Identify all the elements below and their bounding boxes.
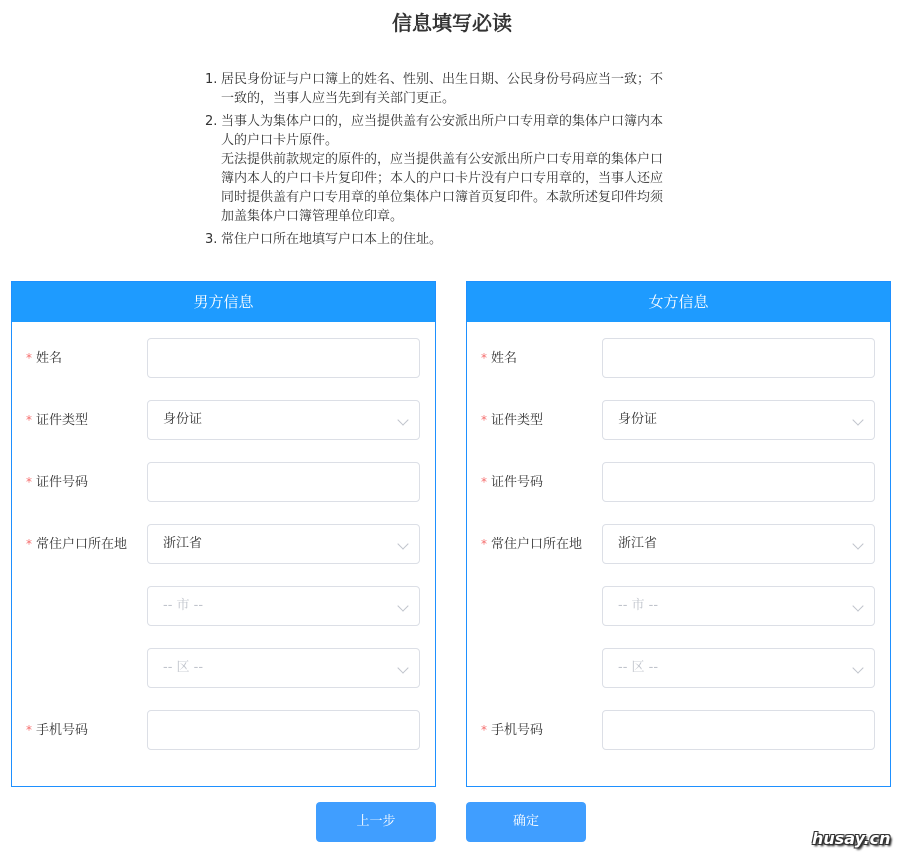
- province-select[interactable]: [147, 524, 420, 564]
- notice-number: 1.: [205, 72, 218, 87]
- chevron-down-icon: [852, 538, 863, 549]
- phone-row: [467, 710, 890, 750]
- chevron-down-icon: [397, 538, 408, 549]
- name-input[interactable]: [147, 338, 420, 378]
- district-select[interactable]: [147, 648, 420, 688]
- id-type-value: 身份证: [163, 412, 203, 427]
- id-type-select[interactable]: [147, 400, 420, 440]
- page-title: 信息填写必读: [392, 11, 512, 35]
- required-mark: *: [481, 413, 487, 427]
- city-row: [467, 586, 890, 626]
- required-mark: *: [26, 413, 32, 427]
- notice-text: 当事人为集体户口的，应当提供盖有公安派出所户口专用章的集体户口簿内本人的户口卡片原件。: [221, 114, 664, 148]
- chevron-down-icon: [397, 600, 408, 611]
- id-type-row: [12, 400, 435, 440]
- id-type-select[interactable]: [602, 400, 875, 440]
- required-mark: *: [481, 475, 487, 489]
- province-value: 浙江省: [618, 536, 658, 551]
- required-mark: *: [481, 537, 487, 551]
- required-mark: *: [26, 475, 32, 489]
- city-select[interactable]: [147, 586, 420, 626]
- district-select[interactable]: [602, 648, 875, 688]
- id-number-row: [467, 462, 890, 502]
- notice-text-continued: 无法提供前款规定的原件的，应当提供盖有公安派出所户口专用章的集体户口簿内本人的户口卡片复印件；本人的户口卡片没有户口专用章的，当事人还应同时提供盖有户口专用章的单位集体户口簿首页复印件。本款所述复印件均须加盖集体户口簿管理单位印章。: [221, 152, 664, 224]
- id-type-label: * 证件类型: [481, 413, 544, 428]
- city-placeholder: -- 市 --: [618, 598, 659, 613]
- id-number-input[interactable]: [602, 462, 875, 502]
- name-label: * 姓名: [481, 351, 518, 366]
- address-label: * 常住户口所在地: [26, 537, 128, 552]
- chevron-down-icon: [397, 414, 408, 425]
- confirm-button[interactable]: 确定: [466, 802, 586, 842]
- district-placeholder: -- 区 --: [163, 660, 204, 675]
- chevron-down-icon: [852, 600, 863, 611]
- notice-number: 3.: [205, 232, 218, 247]
- address-row: [467, 524, 890, 564]
- chevron-down-icon: [852, 662, 863, 673]
- address-label: * 常住户口所在地: [481, 537, 583, 552]
- chevron-down-icon: [852, 414, 863, 425]
- notice-text: 常住户口所在地填写户口本上的住址。: [221, 232, 443, 247]
- phone-label: * 手机号码: [26, 723, 89, 738]
- name-label: * 姓名: [26, 351, 63, 366]
- required-mark: *: [26, 351, 32, 365]
- male-info-panel: [11, 281, 436, 787]
- female-info-panel: [466, 281, 891, 787]
- watermark: husay.cn: [812, 829, 891, 848]
- id-type-row: [467, 400, 890, 440]
- phone-row: [12, 710, 435, 750]
- notice-item-1: [205, 70, 675, 108]
- panel-header: 男方信息: [12, 282, 435, 322]
- name-input[interactable]: [602, 338, 875, 378]
- id-number-label: * 证件号码: [481, 475, 544, 490]
- phone-input[interactable]: [147, 710, 420, 750]
- chevron-down-icon: [397, 662, 408, 673]
- district-row: [12, 648, 435, 688]
- id-number-input[interactable]: [147, 462, 420, 502]
- notice-text: 居民身份证与户口簿上的姓名、性别、出生日期、公民身份号码应当一致；不一致的，当事人应当先到有关部门更正。: [221, 72, 664, 106]
- required-mark: *: [26, 723, 32, 737]
- notice-list: [205, 70, 675, 253]
- city-placeholder: -- 市 --: [163, 598, 204, 613]
- phone-label: * 手机号码: [481, 723, 544, 738]
- id-type-value: 身份证: [618, 412, 658, 427]
- id-number-label: * 证件号码: [26, 475, 89, 490]
- id-type-label: * 证件类型: [26, 413, 89, 428]
- id-number-row: [12, 462, 435, 502]
- required-mark: *: [481, 723, 487, 737]
- city-row: [12, 586, 435, 626]
- required-mark: *: [481, 351, 487, 365]
- address-row: [12, 524, 435, 564]
- previous-step-button[interactable]: 上一步: [316, 802, 436, 842]
- notice-number: 2.: [205, 114, 218, 129]
- notice-item-2: [205, 112, 675, 226]
- phone-input[interactable]: [602, 710, 875, 750]
- panel-header: 女方信息: [467, 282, 890, 322]
- district-placeholder: -- 区 --: [618, 660, 659, 675]
- required-mark: *: [26, 537, 32, 551]
- city-select[interactable]: [602, 586, 875, 626]
- province-value: 浙江省: [163, 536, 203, 551]
- province-select[interactable]: [602, 524, 875, 564]
- name-row: [12, 338, 435, 378]
- district-row: [467, 648, 890, 688]
- notice-item-3: [205, 230, 675, 249]
- name-row: [467, 338, 890, 378]
